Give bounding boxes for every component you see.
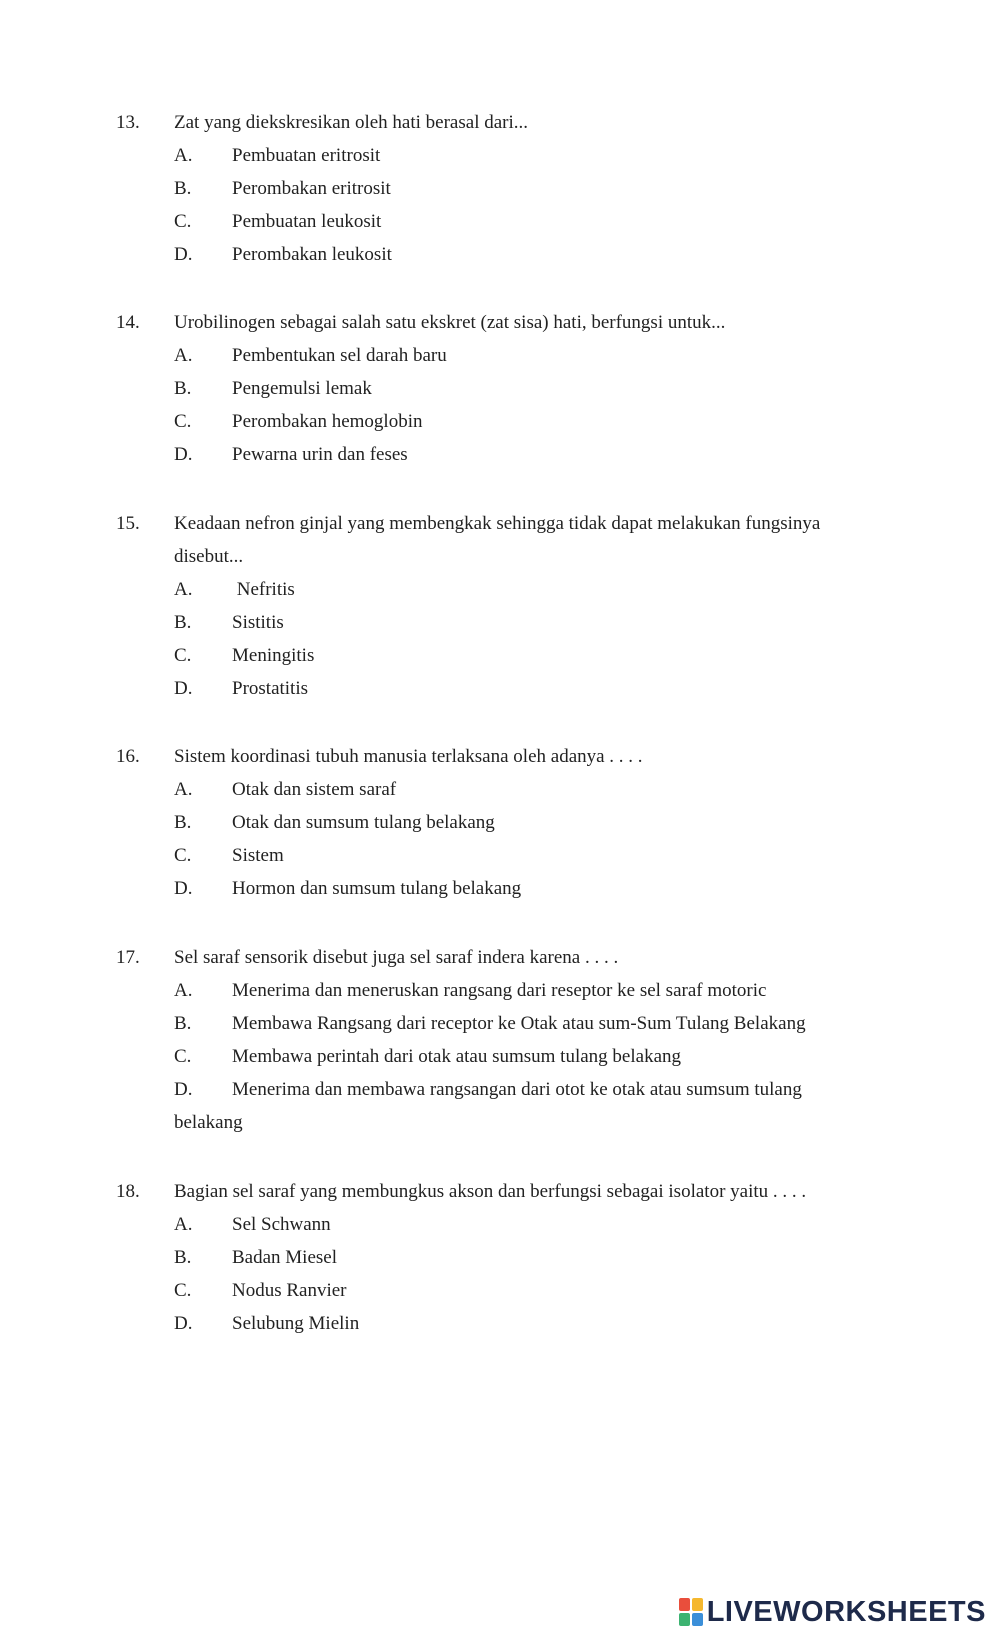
option-text-d[interactable]: Prostatitis [232,678,309,699]
option-label-a[interactable]: A. [174,779,193,800]
question-number: 16. [116,746,140,767]
option-text-d[interactable]: Menerima dan membawa rangsangan dari otot ke otak atau sumsum tulang [232,1079,802,1100]
option-text-d[interactable]: Hormon dan sumsum tulang belakang [232,878,522,899]
option-label-c[interactable]: C. [174,211,192,232]
option-label-c[interactable]: C. [174,1280,192,1301]
question-number: 17. [116,947,140,968]
question-number: 14. [116,312,140,333]
option-label-d[interactable]: D. [174,444,193,465]
liveworksheets-wordmark: LIVEWORKSHEETS [706,1596,986,1628]
option-text-a[interactable]: Pembentukan sel darah baru [232,345,447,366]
option-text-b[interactable]: Otak dan sumsum tulang belakang [232,812,495,833]
question-number: 18. [116,1181,140,1202]
option-label-b[interactable]: B. [174,612,192,633]
option-text-b[interactable]: Membawa Rangsang dari receptor ke Otak atau sum-Sum Tulang Belakang [232,1013,806,1034]
liveworksheets-logo[interactable] [679,1592,986,1632]
option-text-d[interactable]: Selubung Mielin [232,1313,360,1334]
option-label-a[interactable]: A. [174,1214,193,1235]
logo-square-yellow [692,1598,703,1611]
option-text-c[interactable]: Nodus Ranvier [232,1280,347,1301]
question-text: Keadaan nefron ginjal yang membengkak sehingga tidak dapat melakukan fungsinya [174,513,821,534]
question-text: Urobilinogen sebagai salah satu ekskret (zat sisa) hati, berfungsi untuk... [174,312,726,333]
option-text-c[interactable]: Pembuatan leukosit [232,211,382,232]
option-text-d[interactable]: Pewarna urin dan feses [232,444,408,465]
question-number: 13. [116,112,140,133]
option-label-b[interactable]: B. [174,378,192,399]
option-label-d[interactable]: D. [174,244,193,265]
question-text: Sel saraf sensorik disebut juga sel saraf indera karena . . . . [174,947,619,968]
option-text-c[interactable]: Meningitis [232,645,315,666]
option-text-a[interactable]: Pembuatan eritrosit [232,145,381,166]
option-label-b[interactable]: B. [174,812,192,833]
liveworksheets-icon [679,1598,703,1626]
option-text-b[interactable]: Perombakan eritrosit [232,178,391,199]
option-label-c[interactable]: C. [174,645,192,666]
option-label-d[interactable]: D. [174,878,193,899]
question-text: Bagian sel saraf yang membungkus akson dan berfungsi sebagai isolator yaitu . . . . [174,1181,807,1202]
option-text-a[interactable]: Otak dan sistem saraf [232,779,397,800]
option-label-c[interactable]: C. [174,1046,192,1067]
option-text-c[interactable]: Sistem [232,845,284,866]
option-text-c[interactable]: Membawa perintah dari otak atau sumsum tulang belakang [232,1046,682,1067]
option-text-c[interactable]: Perombakan hemoglobin [232,411,423,432]
question-text: Sistem koordinasi tubuh manusia terlaksana oleh adanya . . . . [174,746,643,767]
option-label-a[interactable]: A. [174,145,193,166]
logo-square-red [679,1598,690,1611]
option-label-b[interactable]: B. [174,178,192,199]
option-label-c[interactable]: C. [174,845,192,866]
option-text-a[interactable]: Menerima dan meneruskan rangsang dari reseptor ke sel saraf motoric [232,980,767,1001]
option-text-b[interactable]: Badan Miesel [232,1247,338,1268]
question-text: Zat yang diekskresikan oleh hati berasal dari... [174,112,529,133]
option-text-b[interactable]: Sistitis [232,612,284,633]
option-label-c[interactable]: C. [174,411,192,432]
option-label-a[interactable]: A. [174,579,193,600]
option-label-b[interactable]: B. [174,1013,192,1034]
logo-square-blue [692,1613,703,1626]
option-text-a[interactable]: Nefritis [232,579,295,600]
option-label-d[interactable]: D. [174,1079,193,1100]
logo-square-green [679,1613,690,1626]
option-text-d[interactable]: Perombakan leukosit [232,244,392,265]
option-label-a[interactable]: A. [174,980,193,1001]
option-label-a[interactable]: A. [174,345,193,366]
option-label-d[interactable]: D. [174,678,193,699]
option-label-b[interactable]: B. [174,1247,192,1268]
question-text-continued: disebut... [174,546,244,567]
option-text-b[interactable]: Pengemulsi lemak [232,378,372,399]
option-text-a[interactable]: Sel Schwann [232,1214,331,1235]
question-number: 15. [116,513,140,534]
option-label-d[interactable]: D. [174,1313,193,1334]
option-text-d-continued[interactable]: belakang [174,1112,243,1133]
